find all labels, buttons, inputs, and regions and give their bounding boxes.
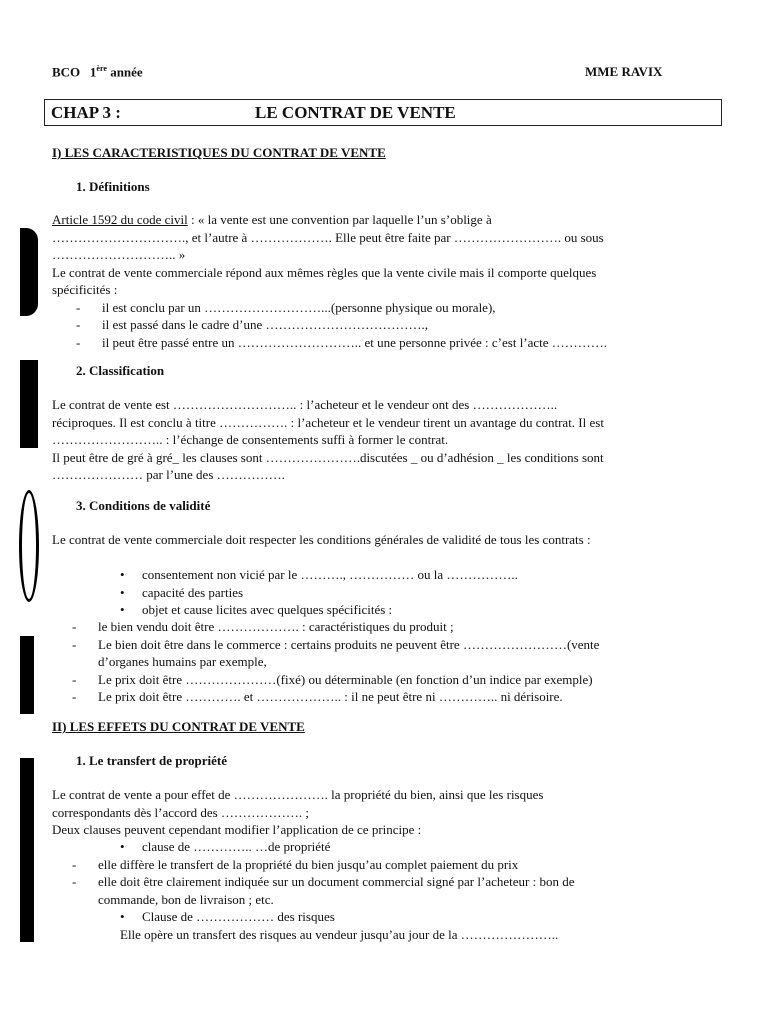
dash-text: le bien vendu doit être ………………. : caractéristiques du produit ; (98, 619, 454, 634)
section-2-title: II) LES EFFETS DU CONTRAT DE VENTE (52, 719, 305, 734)
conditions-bullet: • consentement non vicié par le ………., …………… ou la …………….. (120, 567, 518, 582)
dash-text: elle diffère le transfert de la propriété du bien jusqu’au complet paiement du prix (98, 856, 519, 872)
teacher-name: MME RAVIX (585, 64, 663, 79)
year-superscript: ère (96, 64, 107, 73)
conditions-dash-item: - Le bien doit être dans le commerce : certains produits ne peuvent être ……………………(vente (72, 636, 600, 652)
transfer-dash-item: - elle doit être clairement indiquée sur un document commercial signé par l’acheteur : bon de (72, 874, 575, 889)
chapter-title-box (44, 99, 722, 126)
definition-dash-item: - il est passé dans le cadre d’une ………………………………., (76, 317, 429, 332)
conditions-dash-continuation: d’organes humains par exemple, (98, 654, 267, 669)
conditions-dash-item: - le bien vendu doit être ………………. : caractéristiques du produit ; (72, 619, 454, 634)
year-number: 1 (89, 64, 97, 80)
side-letter-i (20, 636, 34, 714)
classification-line: Le contrat de vente est ……………………….. : l’acheteur et le vendeur ont des ……………….. (52, 397, 558, 412)
definition-line: ……………………….. » (52, 247, 186, 262)
side-letter-o (19, 490, 39, 602)
transfer-bullet: • Clause de ……………… des risques (120, 909, 335, 924)
transfer-dash-item: - elle diffère le transfert de la propriété du bien jusqu’au complet paiement du prix (72, 856, 519, 872)
definitions-heading: 1. Définitions (76, 179, 150, 194)
dash-text: il est conclu par un ………………………...(personne physique ou morale), (102, 299, 496, 315)
article-text: : « la vente est une convention par laquelle l’un s’oblige à (187, 212, 492, 227)
conditions-bullet: • objet et cause licites avec quelques spécificités : (120, 602, 393, 617)
article-reference: Article 1592 du code civil (52, 212, 188, 227)
dash-text: Le prix doit être …………. et ……………….. : il ne peut être ni ………….. ni dérisoire. (98, 689, 563, 704)
classification-line: …………………….. : l’échange de consentements suffi à former le contrat. (52, 432, 449, 447)
transfer-line: correspondants dès l’accord des ………………. ; (52, 804, 310, 820)
classification-line: Il peut être de gré à gré_ les clauses sont ………………….discutées _ ou d’adhésion _ les conditions sont (52, 449, 604, 465)
dash-text: il peut être passé entre un ……………………….. et une personne privée : c’est l’acte …………. (102, 334, 608, 350)
conditions-intro: Le contrat de vente commerciale doit respecter les conditions générales de validité de tous les contrats : (52, 532, 591, 547)
dash-text: Le bien doit être dans le commerce : certains produits ne peuvent être ……………………(vente (98, 636, 600, 652)
classification-line: ………………… par l’une des ……………. (52, 467, 285, 482)
transfer-line: Deux clauses peuvent cependant modifier l’application de ce principe : (52, 822, 422, 837)
classification-heading: 2. Classification (76, 363, 165, 378)
transfer-dash-continuation: commande, bon de livraison ; etc. (98, 891, 274, 907)
chapter-number: CHAP 3 : (51, 103, 121, 122)
dash-text: elle doit être clairement indiquée sur un document commercial signé par l’acheteur : bon de (98, 874, 575, 889)
dash-text: Le prix doit être …………………(fixé) ou déterminable (en fonction d’un indice par exemple) (98, 671, 593, 687)
conditions-bullet: • capacité des parties (120, 584, 244, 600)
definition-line: Le contrat de vente commerciale répond aux mêmes règles que la vente civile mais il comporte quelques (52, 264, 597, 280)
chapter-title: LE CONTRAT DE VENTE (255, 103, 456, 122)
bullet-text: Clause de ……………… des risques (142, 909, 335, 924)
definition-dash-item: - il est conclu par un ………………………...(personne physique ou morale), (76, 299, 496, 315)
bullet-text: objet et cause licites avec quelques spécificités : (142, 602, 393, 617)
class-label (52, 64, 143, 80)
side-letter-t (20, 758, 34, 942)
class-code: BCO (52, 64, 81, 80)
transfer-line: Le contrat de vente a pour effet de …………………. la propriété du bien, ainsi que les risques (52, 787, 544, 802)
side-letter-r (20, 360, 38, 448)
dash-text: il est passé dans le cadre d’une ………………………………., (102, 317, 429, 332)
classification-line: réciproques. Il est conclu à titre ……………. : l’acheteur et le vendeur tirent un avantage du contrat. Il est (52, 414, 604, 430)
conditions-heading: 3. Conditions de validité (76, 498, 211, 513)
conditions-dash-item: - Le prix doit être …………. et ……………….. : il ne peut être ni ………….. ni dérisoire. (72, 689, 563, 704)
side-letter-d (20, 228, 38, 316)
transfer-bullet: • clause de ………….. …de propriété (120, 839, 331, 854)
article-line (52, 211, 492, 229)
bullet-text: capacité des parties (142, 584, 244, 600)
bullet-text: clause de ………….. …de propriété (142, 839, 331, 854)
transfer-heading: 1. Le transfert de propriété (76, 753, 228, 768)
definition-line: …………………………., et l’autre à ………………. Elle peut être faite par ……………………. ou sous (52, 229, 604, 245)
definition-dash-item: - il peut être passé entre un ……………………….. et une personne privée : c’est l’acte …………. (76, 334, 608, 350)
year-word: année (110, 64, 143, 80)
transfer-last-line: Elle opère un transfert des risques au vendeur jusqu’au jour de la ………………….. (120, 926, 559, 942)
definition-line: spécificités : (52, 282, 118, 297)
bullet-text: consentement non vicié par le ………., …………… ou la …………….. (142, 567, 518, 582)
conditions-dash-item: - Le prix doit être …………………(fixé) ou déterminable (en fonction d’un indice par exemple) (72, 671, 593, 687)
section-1-title: I) LES CARACTERISTIQUES DU CONTRAT DE VENTE (52, 145, 386, 160)
